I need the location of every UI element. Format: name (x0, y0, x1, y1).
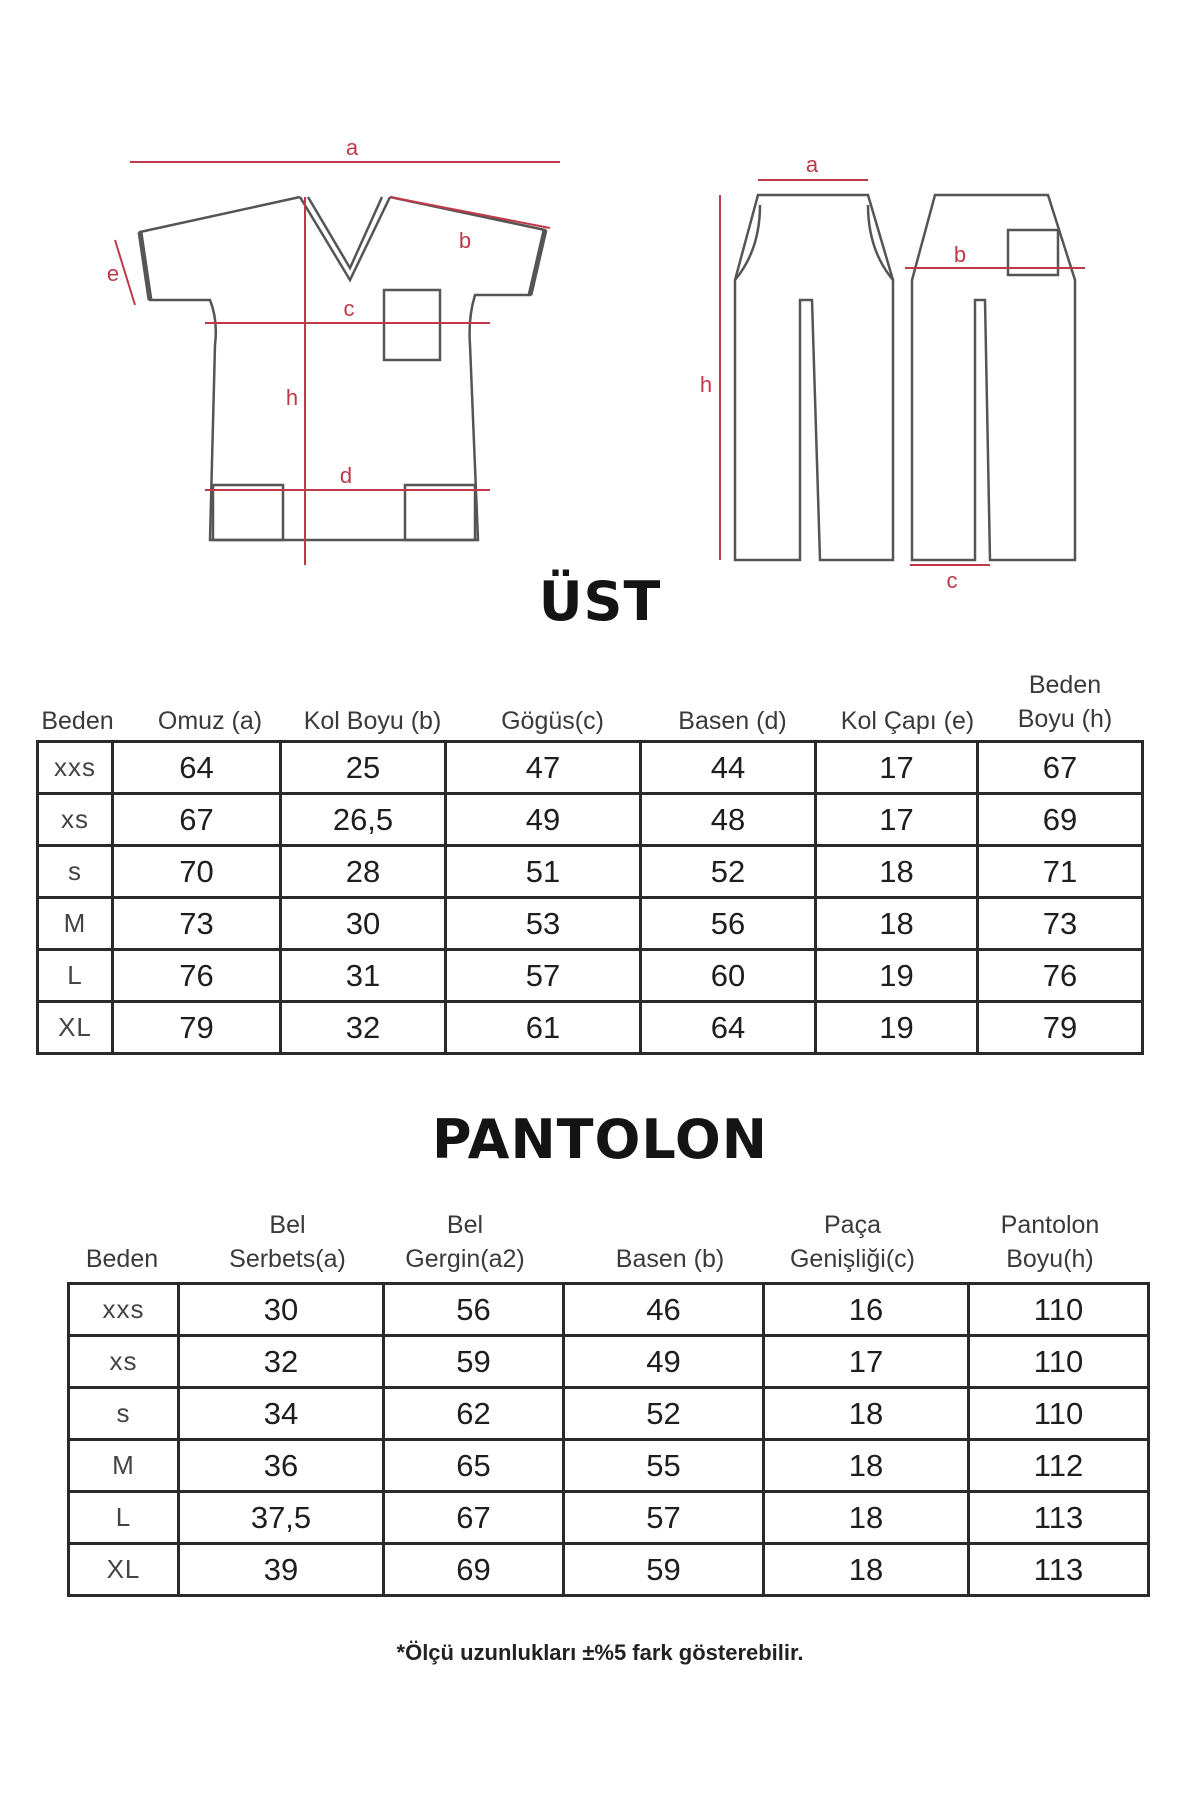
ust-table-row (38, 794, 1143, 846)
ust-value-cell: 18 (816, 846, 978, 898)
ust-value-cell: 18 (816, 898, 978, 950)
pants-labels (700, 152, 966, 593)
pantolon-size-cell: xxs (69, 1284, 179, 1336)
label-b-top: b (458, 228, 472, 253)
pantolon-header-line1: Bel (269, 1211, 306, 1239)
pantolon-value-cell: 18 (764, 1440, 969, 1492)
pants-measure-lines (720, 180, 1085, 565)
pantolon-size-table (67, 1282, 1150, 1597)
pantolon-value-cell: 67 (384, 1492, 564, 1544)
ust-value-cell: 19 (816, 950, 978, 1002)
pantolon-value-cell: 52 (564, 1388, 764, 1440)
ust-table-row (38, 950, 1143, 1002)
ust-table-row (38, 898, 1143, 950)
pantolon-header-line1 (67, 1208, 177, 1242)
ust-value-cell: 69 (978, 794, 1143, 846)
pantolon-value-cell: 18 (764, 1492, 969, 1544)
ust-value-cell: 49 (446, 794, 641, 846)
ust-value-cell: 73 (113, 898, 281, 950)
pantolon-value-cell: 34 (179, 1388, 384, 1440)
ust-header-gogus: Gögüs(c) (501, 707, 604, 735)
label-a-top: a (345, 135, 359, 160)
pantolon-header-0 (67, 1208, 177, 1276)
pantolon-header-5 (960, 1208, 1140, 1276)
pantolon-value-cell: 49 (564, 1336, 764, 1388)
label-h-pants: h (699, 372, 713, 397)
pantolon-table-row (69, 1284, 1149, 1336)
ust-value-cell: 57 (446, 950, 641, 1002)
pantolon-header-line2: Beden (85, 1245, 159, 1273)
pantolon-table-row (69, 1388, 1149, 1440)
ust-value-cell: 79 (978, 1002, 1143, 1054)
ust-header-kol-boyu: Kol Boyu (b) (303, 707, 442, 735)
size-diagram (0, 0, 1200, 593)
label-b-pants: b (953, 242, 967, 267)
ust-value-cell: 67 (978, 742, 1143, 794)
label-c-pants: c (946, 568, 958, 593)
pantolon-title: PANTOLON (432, 1108, 768, 1171)
label-e-top: e (106, 261, 120, 286)
ust-header-beden: Beden (41, 707, 114, 735)
pantolon-value-cell: 18 (764, 1544, 969, 1596)
ust-value-cell: 60 (641, 950, 816, 1002)
ust-size-table (36, 740, 1144, 1055)
ust-title: ÜST (538, 570, 662, 633)
label-h-top: h (285, 385, 299, 410)
pantolon-size-cell: M (69, 1440, 179, 1492)
pantolon-table-row (69, 1544, 1149, 1596)
pantolon-value-cell: 113 (969, 1492, 1149, 1544)
pantolon-value-cell: 55 (564, 1440, 764, 1492)
pantolon-value-cell: 56 (384, 1284, 564, 1336)
ust-size-cell: XL (38, 1002, 113, 1054)
pantolon-table-row (69, 1336, 1149, 1388)
ust-table-row (38, 742, 1143, 794)
pantolon-header-line1 (570, 1208, 770, 1242)
ust-value-cell: 48 (641, 794, 816, 846)
pantolon-value-cell: 62 (384, 1388, 564, 1440)
pantolon-value-cell: 36 (179, 1440, 384, 1492)
pantolon-header-3 (570, 1208, 770, 1276)
ust-value-cell: 28 (281, 846, 446, 898)
pantolon-header-line2: Serbets(a) (229, 1245, 346, 1273)
pantolon-value-cell: 59 (564, 1544, 764, 1596)
pantolon-table-row (69, 1440, 1149, 1492)
ust-value-cell: 56 (641, 898, 816, 950)
pantolon-value-cell: 113 (969, 1544, 1149, 1596)
ust-header-beden-boyu-line2: Boyu (h) (1017, 705, 1113, 733)
pantolon-value-cell: 110 (969, 1388, 1149, 1440)
scrub-top-diagram (140, 197, 545, 540)
pantolon-value-cell: 39 (179, 1544, 384, 1596)
footnote: *Ölçü uzunlukları ±%5 fark gösterebilir. (396, 1640, 804, 1665)
label-c-top: c (343, 296, 355, 321)
scrub-top-labels (107, 135, 471, 488)
ust-value-cell: 32 (281, 1002, 446, 1054)
pantolon-header-line1: Pantolon (1000, 1211, 1100, 1239)
ust-value-cell: 67 (113, 794, 281, 846)
pantolon-size-cell: s (69, 1388, 179, 1440)
ust-value-cell: 26,5 (281, 794, 446, 846)
pantolon-size-cell: L (69, 1492, 179, 1544)
pantolon-value-cell: 30 (179, 1284, 384, 1336)
pantolon-value-cell: 32 (179, 1336, 384, 1388)
pantolon-value-cell: 112 (969, 1440, 1149, 1492)
pantolon-table-row (69, 1492, 1149, 1544)
ust-value-cell: 76 (113, 950, 281, 1002)
ust-table-row (38, 846, 1143, 898)
pantolon-value-cell: 65 (384, 1440, 564, 1492)
pantolon-value-cell: 17 (764, 1336, 969, 1388)
ust-value-cell: 70 (113, 846, 281, 898)
ust-value-cell: 17 (816, 794, 978, 846)
ust-size-cell: xs (38, 794, 113, 846)
pantolon-size-cell: xs (69, 1336, 179, 1388)
ust-value-cell: 31 (281, 950, 446, 1002)
ust-value-cell: 17 (816, 742, 978, 794)
ust-value-cell: 73 (978, 898, 1143, 950)
pantolon-value-cell: 18 (764, 1388, 969, 1440)
ust-value-cell: 61 (446, 1002, 641, 1054)
pantolon-value-cell: 69 (384, 1544, 564, 1596)
pantolon-value-cell: 57 (564, 1492, 764, 1544)
ust-header-basen: Basen (d) (678, 707, 787, 735)
ust-value-cell: 71 (978, 846, 1143, 898)
ust-header-omuz: Omuz (a) (157, 707, 263, 735)
ust-table-row (38, 1002, 1143, 1054)
pantolon-header-4 (750, 1208, 955, 1276)
pantolon-value-cell: 37,5 (179, 1492, 384, 1544)
ust-value-cell: 44 (641, 742, 816, 794)
pantolon-value-cell: 46 (564, 1284, 764, 1336)
ust-value-cell: 53 (446, 898, 641, 950)
pantolon-header-line2: Boyu(h) (1006, 1245, 1094, 1273)
ust-value-cell: 52 (641, 846, 816, 898)
pantolon-header-1 (185, 1208, 390, 1276)
pantolon-value-cell: 110 (969, 1336, 1149, 1388)
pantolon-header-line2: Gergin(a2) (405, 1245, 525, 1273)
label-a-pants: a (805, 152, 819, 177)
pantolon-value-cell: 110 (969, 1284, 1149, 1336)
ust-header-beden-boyu-line1: Beden (1028, 671, 1102, 699)
ust-size-cell: s (38, 846, 113, 898)
ust-size-cell: xxs (38, 742, 113, 794)
ust-value-cell: 76 (978, 950, 1143, 1002)
ust-value-cell: 64 (113, 742, 281, 794)
ust-value-cell: 51 (446, 846, 641, 898)
pantolon-header-line1: Bel (446, 1211, 484, 1239)
ust-size-cell: M (38, 898, 113, 950)
pantolon-value-cell: 59 (384, 1336, 564, 1388)
ust-value-cell: 25 (281, 742, 446, 794)
ust-value-cell: 64 (641, 1002, 816, 1054)
pantolon-header-line2: Basen (b) (615, 1245, 725, 1273)
pantolon-value-cell: 16 (764, 1284, 969, 1336)
pantolon-header-line2: Genişliği(c) (789, 1245, 916, 1273)
ust-header-kol-capi: Kol Çapı (e) (840, 707, 975, 735)
ust-value-cell: 30 (281, 898, 446, 950)
ust-value-cell: 79 (113, 1002, 281, 1054)
pants-diagram (735, 195, 1075, 560)
pantolon-header-2 (375, 1208, 555, 1276)
ust-size-cell: L (38, 950, 113, 1002)
ust-value-cell: 19 (816, 1002, 978, 1054)
ust-header-beden-boyu (990, 668, 1140, 736)
ust-value-cell: 47 (446, 742, 641, 794)
pantolon-header-line1: Paça (824, 1211, 881, 1239)
pantolon-size-cell: XL (69, 1544, 179, 1596)
label-d-top: d (339, 463, 353, 488)
